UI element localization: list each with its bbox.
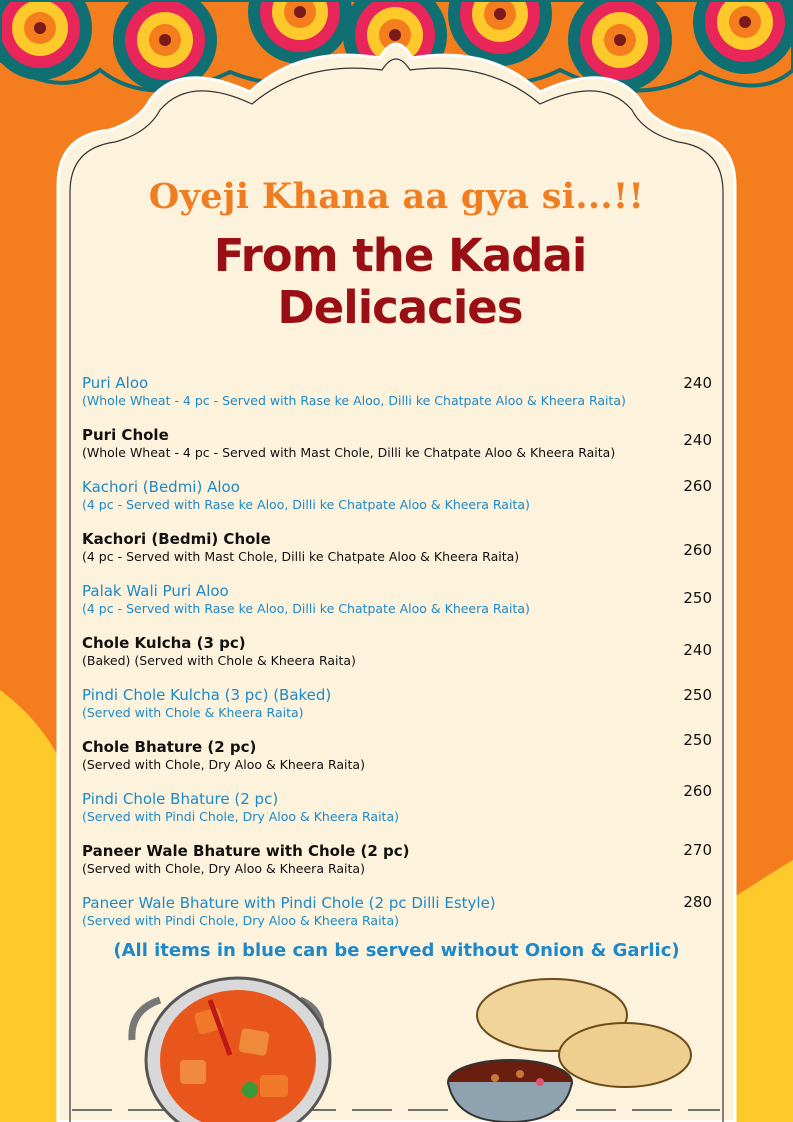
menu-item — [82, 738, 722, 773]
menu-item — [82, 790, 722, 825]
menu-item-description: (4 pc - Served with Mast Chole, Dilli ke Chatpate Aloo & Kheera Raita) — [82, 549, 520, 564]
menu-item-price: 250 — [683, 731, 712, 749]
tagline: Oyeji Khana aa gya si...!! — [148, 176, 645, 217]
menu-item-price: 240 — [683, 374, 712, 392]
menu-item — [82, 374, 722, 409]
menu-item-description: (Served with Pindi Chole, Dry Aloo & Kheera Raita) — [82, 913, 399, 928]
menu-item-price: 240 — [683, 641, 712, 659]
menu-item — [82, 634, 722, 669]
menu-item — [82, 686, 722, 721]
menu-item-description: (Served with Chole & Kheera Raita) — [82, 705, 304, 720]
onion-garlic-note: (All items in blue can be served without Onion & Garlic) — [113, 940, 680, 961]
chole-bowl — [448, 1060, 572, 1122]
page-title — [150, 230, 650, 334]
menu-item-price: 240 — [683, 431, 712, 449]
title-line-2: Delicacies — [277, 281, 523, 334]
menu-item-name: Kachori (Bedmi) Aloo — [82, 478, 240, 496]
menu-item-description: (Served with Pindi Chole, Dry Aloo & Kheera Raita) — [82, 809, 399, 824]
menu-item-price: 260 — [683, 541, 712, 559]
menu-item — [82, 478, 722, 513]
menu-item-name: Puri Chole — [82, 426, 169, 444]
menu-item-price: 250 — [683, 589, 712, 607]
menu-item-description: (Whole Wheat - 4 pc - Served with Mast Chole, Dilli ke Chatpate Aloo & Kheera Raita) — [82, 445, 616, 460]
menu-item-description: (Served with Chole, Dry Aloo & Kheera Raita) — [82, 861, 365, 876]
title-line-1: From the Kadai — [213, 229, 587, 282]
menu-item-description: (Baked) (Served with Chole & Kheera Raita) — [82, 653, 356, 668]
menu-item — [82, 842, 722, 877]
menu-item-price: 280 — [683, 893, 712, 911]
menu-item-description: (4 pc - Served with Rase ke Aloo, Dilli ke Chatpate Aloo & Kheera Raita) — [82, 601, 530, 616]
menu-item-price: 270 — [683, 841, 712, 859]
menu-item-price: 260 — [683, 477, 712, 495]
menu-item-name: Paneer Wale Bhature with Pindi Chole (2 pc Dilli Estyle) — [82, 894, 496, 912]
menu-item-name: Puri Aloo — [82, 374, 149, 392]
menu-item-description: (Whole Wheat - 4 pc - Served with Rase ke Aloo, Dilli ke Chatpate Aloo & Kheera Raita) — [82, 393, 626, 408]
menu-item — [82, 894, 722, 929]
menu-item-name: Chole Bhature (2 pc) — [82, 738, 257, 756]
menu-item-description: (Served with Chole, Dry Aloo & Kheera Raita) — [82, 757, 365, 772]
menu-item-name: Pindi Chole Kulcha (3 pc) (Baked) — [82, 686, 332, 704]
menu-item-description: (4 pc - Served with Rase ke Aloo, Dilli ke Chatpate Aloo & Kheera Raita) — [82, 497, 530, 512]
menu-item-name: Paneer Wale Bhature with Chole (2 pc) — [82, 842, 410, 860]
menu-item-name: Kachori (Bedmi) Chole — [82, 530, 271, 548]
menu-item-name: Palak Wali Puri Aloo — [82, 582, 229, 600]
menu-item — [82, 426, 722, 461]
menu-item-price: 250 — [683, 686, 712, 704]
menu-item-name: Chole Kulcha (3 pc) — [82, 634, 246, 652]
menu-item — [82, 582, 722, 617]
menu-item — [82, 530, 722, 565]
menu-item-name: Pindi Chole Bhature (2 pc) — [82, 790, 279, 808]
menu-item-price: 260 — [683, 782, 712, 800]
